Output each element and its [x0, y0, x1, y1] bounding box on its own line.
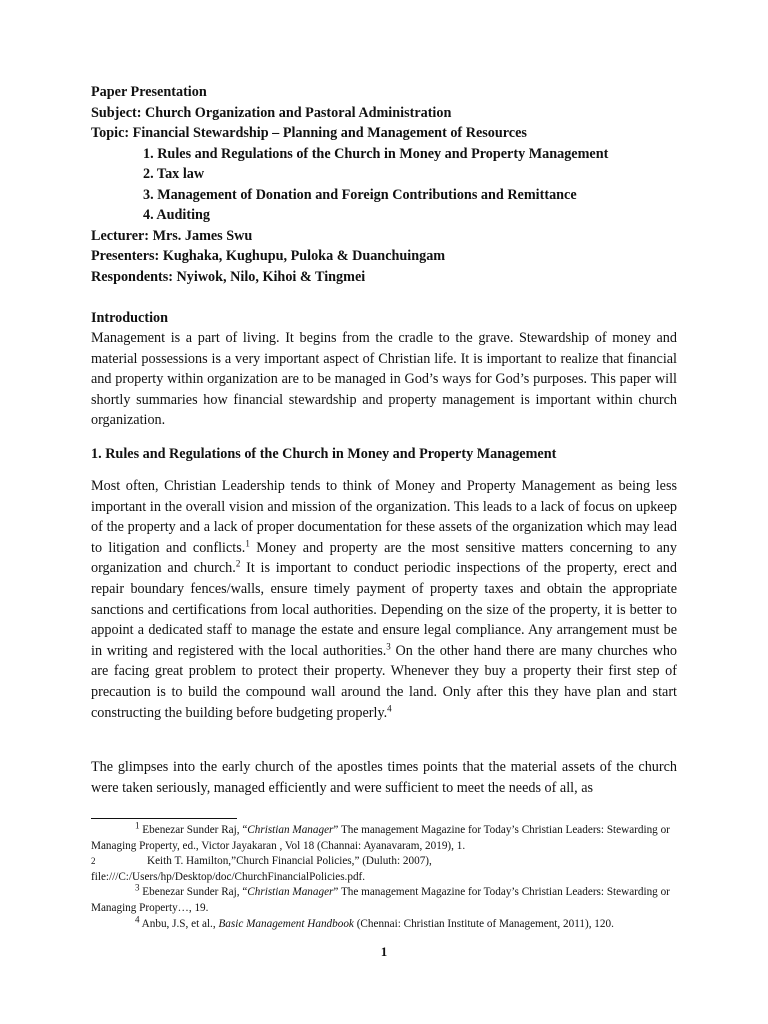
text-run: ” The management Magazine for Today’s Christian Leaders: Stewarding or Managing Property…, 19.	[91, 886, 670, 914]
footnote-number	[91, 913, 140, 930]
footnote-mark: 1	[135, 820, 140, 831]
footnote-1	[91, 820, 681, 854]
footnote-ref-1: 1	[245, 538, 250, 549]
subject-line: Subject: Church Organization and Pastoral Administration	[91, 104, 452, 121]
section-1-heading: 1. Rules and Regulations of the Church in Money and Property Management	[91, 446, 557, 462]
section-1-paragraph	[91, 476, 677, 723]
footnote-number	[91, 820, 140, 836]
footnote-file-path: file:///C:/Users/hp/Desktop/doc/ChurchFinancialPolicies.pdf.	[91, 870, 366, 883]
footnote-mark: 4	[135, 913, 140, 924]
lecturer-line: Lecturer: Mrs. James Swu	[91, 227, 253, 244]
presentation-header	[91, 82, 691, 287]
page-number: 1	[380, 944, 388, 959]
text-run: It is important to conduct periodic inspections of the property, erect and repair boundary fences/walls, ensure timely payment of property taxes and obtain the appropriate sanctions and certifications from local authorities. Depending on the size of the property, it is better to appoint a dedicated staff to manage the estate and ensure legal compliance. Any arrangement must be in writing and registered with the local authorities.	[91, 560, 677, 659]
footnote-title: Christian Manager	[247, 824, 334, 836]
footnote-separator	[91, 818, 237, 819]
footnote-title: Christian Manager	[247, 886, 334, 899]
text-run: ” The management Magazine for Today’s Christian Leaders: Stewarding or Managing Property, ed., Victor Jayakaran , Vol 18 (Channai: Ayanavaram, 2019), 1.	[91, 824, 670, 852]
footnote-3	[91, 882, 681, 916]
topic-item-2: 2. Tax law	[143, 166, 205, 182]
text-run: Ebenezar Sunder Raj, “	[139, 824, 248, 836]
footnote-4	[91, 913, 681, 933]
footnote-ref-3: 3	[386, 641, 391, 652]
text-run: On the other hand there are many churches who are facing great problem to protect their property. Whenever they buy a property their first step of precaution is to build the compound wall around the land. Only after this they have plan and start constructing the building before budgeting properly.	[91, 642, 678, 721]
footnote-number	[91, 882, 140, 898]
text-run: Most often, Christian Leadership tends to think of Money and Property Management as being less important in the overall vision and mission of the organization. This leads to a lack of focus on upkeep of the property and a lack of proper documentation for these assets of the organization which may lead to litigation and conflicts.	[91, 478, 677, 556]
topic-item-1: 1. Rules and Regulations of the Church in Money and Property Management	[143, 145, 609, 162]
footnote-ref-4: 4	[387, 702, 392, 713]
introduction-paragraph: Management is a part of living. It begins from the cradle to the grave. Stewardship of money and material possessions is a very important aspect of Christian life. It is important to realize that financial and property within organization are to be managed in God’s ways for God’s purposes. This paper will shortly summaries how financial stewardship and property management is important within church organization.	[91, 330, 677, 429]
introduction-heading: Introduction	[91, 310, 168, 326]
respondents-line: Respondents: Nyiwok, Nilo, Kihoi & Tingmei	[91, 268, 366, 285]
text-run: Anbu, J.S, et al.,	[139, 917, 219, 930]
topic-item-4: 4. Auditing	[143, 207, 211, 223]
text-run: Keith T. Hamilton,”Church Financial Policies,” (Duluth: 2007),	[147, 855, 432, 868]
footnotes	[91, 820, 681, 932]
text-run: Money and property are the most sensitive matters concerning to any organization and church.	[91, 539, 677, 577]
footnote-title: Basic Management Handbook	[218, 917, 354, 930]
glimpses-paragraph: The glimpses into the early church of the apostles times points that the material assets of the church were taken seriously, managed efficiently and were sufficient to meet the needs of all, as	[91, 759, 677, 796]
presenters-line: Presenters: Kughaka, Kughupu, Puloka & Duanchuingam	[91, 248, 446, 264]
footnote-ref-2: 2	[235, 558, 241, 569]
footnote-mark: 3	[135, 882, 140, 893]
topic-item-3: 3. Management of Donation and Foreign Contributions and Remittance	[143, 186, 577, 203]
topic-line: Topic: Financial Stewardship – Planning and Management of Resources	[91, 125, 527, 141]
footnote-number: 2	[91, 856, 96, 867]
text-run: Ebenezar Sunder Raj, “	[139, 886, 248, 899]
text-run: (Chennai: Christian Institute of Management, 2011), 120.	[353, 917, 614, 930]
paper-title: Paper Presentation	[91, 84, 207, 100]
footnote-2	[91, 854, 681, 885]
